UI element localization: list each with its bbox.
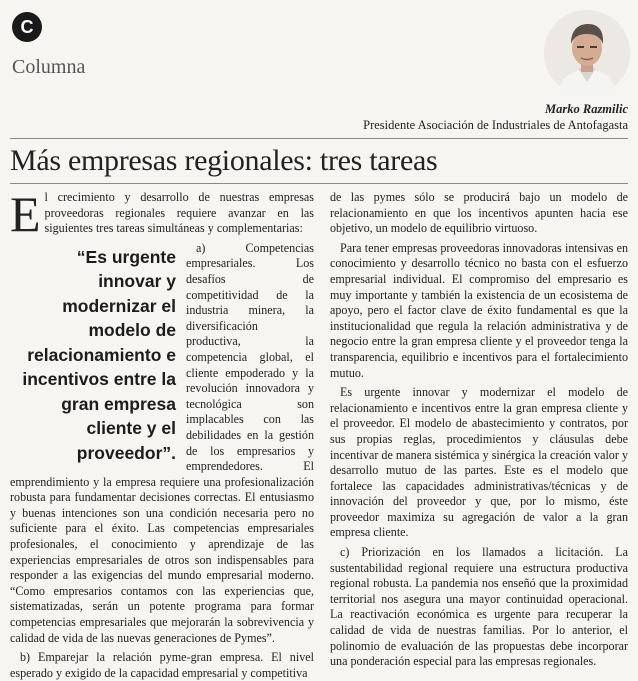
article-column-left (10, 186, 314, 681)
intro-paragraph (10, 186, 314, 242)
paragraph-innovar: Es urgente innovar y modernizar el modelo de relacionamiento e incentivos entre la gran empresa cliente y el proveedor. El modelo de abastecimiento y contratos, por sus propias reglas, procedimientos y cláusulas debe incentivar de manera sistémica y sinérgica la creación valor y desarrollo mutuo de las partes. Este es el modelo que fortalece las capacidades administrativas/técnicas y de innovación del proveedor y que, por lo mismo, éste proveedor maximiza su agregación de valor a la gran empresa cliente. (330, 385, 628, 540)
drop-cap: E (10, 186, 41, 242)
paragraph-priorizacion: c) Priorización en los llamados a licitación. La sustentabilidad regional requiere una estructura productiva regional robusta. La pandemia nos enseñó que la proximidad territorial nos asegura una mayor continuidad operacional. La reactivación económica es urgente para recuperar la calidad de vida de nuestras familias. Por lo anterior, el polinomio de evaluación de las propuestas debe incorporar una ponderación especial para las empresas regionales. (330, 545, 628, 669)
title-divider (10, 183, 628, 184)
author-name: Marko Razmilic (545, 102, 628, 116)
paragraph-continuation: de las pymes sólo se producirá bajo un modelo de relacionamiento en que los incentivos apunten hacia ese objetivo, un modelo de equilibrio virtuoso. (330, 190, 628, 236)
author-portrait-image (544, 10, 630, 96)
paragraph-competencias (10, 241, 314, 646)
top-divider (10, 138, 628, 139)
badge-letter: C (20, 16, 34, 37)
paragraph-proveedoras: Para tener empresas proveedoras innovadoras intensivas en conocimiento y desarrollo técnico no basta con el esfuerzo empresarial individual. El compromiso del empresario es muy importante y también la existencia de un ecosistema de apoyo, pero el factor clave de éxito fundamental es que la institucionalidad que regula la relación administrativa y de negocio entre la gran empresa cliente y el proveedor tenga la transparencia, equilibrio e incentivos para el fortalecimiento mutuo. (330, 240, 628, 380)
article-title: Más empresas regionales: tres tareas (10, 144, 438, 177)
article-column-right (330, 190, 628, 670)
paragraph-emparejar: b) Emparejar la relación pyme-gran empresa. El nivel esperado y exigido de la capacidad empresarial y competitiva (10, 650, 314, 680)
author-title: Presidente Asociación de Industriales de Antofagasta (363, 118, 628, 132)
column-badge (12, 12, 42, 42)
paragraph-competencias-text: a) Competencias empresariales. Los desafíos de competitividad de la industria minera, la diversificación productiva, la competencia global, el cliente empoderado y la revolución innovadora y tecnológica son implacables con las debilidades en la gestión de los empresarios y emprendedores. El emprendimiento y la empresa requiere una profesionalización robusta para fundamentar decisiones correctas. El entusiasmo y buenas intenciones son una condición necesaria pero no suficiente para el éxito. Las competencias empresariales profesionales, el conocimiento y aprendizaje de las experiencias empresariales de otros son indispensables para responder a las exigencias del mundo empresarial moderno. “Como empresarios contamos con las experiencias que, sistematizadas, serán un potente programa para formar competencias empresariales que mejorarán la sobrevivencia y calidad de vida de las nuevas generaciones de Pymes”. (10, 240, 314, 645)
pull-quote: “Es urgente innovar y modernizar el modelo de relacionamiento e incentivos entre la gran empresa cliente y el proveedor”. (22, 246, 176, 463)
author-byline (363, 101, 628, 133)
author-portrait (544, 10, 630, 96)
section-label: Columna (12, 56, 86, 78)
intro-text: l crecimiento y desarrollo de nuestras empresas proveedoras regionales requiere avanzar en las siguientes tres tareas simultáneas y complementarias: (44, 190, 314, 236)
